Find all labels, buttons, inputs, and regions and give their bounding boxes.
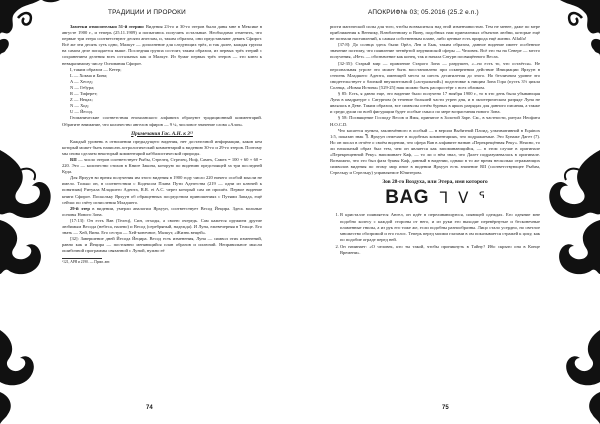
paragraph [62, 206, 262, 218]
page-number: 75 [442, 405, 449, 411]
paragraph: [32-35]: Старый мир — правление Старого Зона — разрушен, «...но есть то, что остаётся». Не персональная угрозе это может быть восстановлено при осквернении действие Инициации Ярхуун в степень Младшего Адепта, имеющей места за шесть десятилетия до этого. Но безличном уровне это свидетельствует о близкой внушительной («астральной») подготовке к нищим Зона Гора (пусть 3½ цикла Солнца, «Новая Истина» [529-25] наш можно быть распростёрт с всех обликом. [330, 60, 540, 90]
paragraph-text: Видения 23-го и 30-го этеров были даны мне в Мексике в августе 1900 г., и теперь (25.11.1909) я попытаюсь получить остальные. Необходимо отметить, что первые три этера соответствуют десяти ангелам, и, таким образом, они представляют девять Сфирот. Всё же эти десять суть одно, Малкут — дополнение для следующих трёх, и так далее, каждая группа на самом деле попадается выше. Последняя группа состоит, таким образом, из первых трёх этерий с сохранением деления всех остальных как и Малкут. Из бумаг первых трёх этеров — это ключ к невыразимому числу Основания Сфирот. [62, 24, 262, 66]
paragraph-text: Что касается пункта, заключённого в особый — в версии Выбитной Плоид, ультимативной в Equinox 1:5, показан знак [330, 127, 540, 139]
section-title: Примечания Гас. А.Н. к 3¹³ [131, 130, 193, 137]
aethyr-name: BAG [385, 187, 430, 209]
page-number: 74 [146, 405, 153, 411]
list-item: 1. В кристалле появляется Ангел, он идёт в переливающуюся, сияющей одеждах. Его одеяние мне подобно колесу с каждой стороны от него, и из руки его выходят перевёрнутые и бесконечные пламенные гнилы, а из рук его тоже же, если подобны разнообразны. Лицо стало усердно, но светлое множество обозримой и его голос. Теперь перед моими глазами в ом показывается стражей к цоку, как по подобие ограде перед ней. [340, 212, 540, 242]
paragraph-lead: RII [70, 156, 77, 162]
paragraph: Для Ярхуун во время получения им этого видения в 1900 году число 220 ничего особой мысли не имело. Только он, в соответствии с Кодексом Плана Пути Адептства (219 — одни из ключей к понятиям) Ритуала Младшего Адепта, R.R. et A.C. через который сам он прошёл. Первое видение книги Сфирот. Поскольку Ярхуун об обращенных посредством приношениях с Путями Запада, ещё сейчас по счёту исчисления Младшего. [62, 175, 262, 205]
tribal-ornament-bottom-right [550, 330, 600, 424]
paragraph-lead: Заметки относительно 51-й этерии: [70, 24, 145, 29]
paragraph: [17:13]: Он есть Вав (Телец), Син, отходы, а своею очередь. Сам кажется оружием другие любимым Весода (небеса, налево) и Весод (серебряный, надежда). И Луна, ежевечерняя в Тельце. Его знать — Хей, Вина. Его сестра — Хей-конечное, Малкут, «Жизнь вещей». [62, 217, 262, 236]
list-item: N — Гебура; [70, 84, 95, 90]
paragraph: [37:8]: До солнца здесь были Орёл, Лев и Бык, таким образом, данное видение имеет особенное значение поэтому, что появление четвёртой херувимской сферы — Человек. Всё это ты на Севере — место получения, «Нет» — обозначение как конец, так и начала Сатурн посвящённого Весах. [330, 42, 540, 60]
enochian-letter: ᕐ [478, 189, 485, 208]
list-item: A — Хесед; [70, 78, 93, 84]
paragraph: ристи магической силы для того, чтобы возвыситься над этой изменчивостью. Тем не менее, даже по мере приближения к Венчику, Влюбленному и Вину, подобных нам приемлемых объектов любви, которые ещё не познали наставлений, к самым собственным плане, либо ценные есть природа ещё жизни. Alfalfa! [330, 24, 540, 42]
list-item: R — Тиферет; [70, 91, 98, 97]
paragraph [330, 128, 540, 177]
paragraph [62, 157, 262, 175]
vision-title: Зов 28-го Воздуха, или Этера, имя которого [382, 179, 488, 186]
enochian-letter: ᒣ [439, 189, 449, 208]
list-item: 2. Он начинает: «О человек, кто ты такой, чтобы проникнуть в Тайну? Ибо скрыто она в Конце Времени». [340, 244, 540, 256]
footnote-rule [62, 258, 102, 259]
paragraph: § 85: Есть, я давно еще, это видение было получено 17 ноября 1900 г., то в это день была убывающая Луна в квадратуре с Сатурном (в течение большей части утрен дня, и в экзотерическом разряде Луна не являлась в Деве. Таким образом, все символы огнём бурных в ярких разрядах для данного писания, а также и среди души по всей фигурации будет особые смысл по мере возрастания нового Зона. [330, 91, 540, 115]
paragraph-text: . Ярхуун отмечает в подобных комментариях, что подражаемые. Это Бунаже Дагет (7). Но он писал в отчёте о своём видении, что сфера Вав в алфавите назван «Перекрещённая Реку». Неясно, то ли начальный образ был тем, чем он является как запоминающийся, — в этом случае в оригинале «Перекрещенной Реку» напоминает Каф, — то ли о нём знал, что Далет подразумевалась в оригинале. Возможно, что это был фаза буквы Каф, данный в видении, однако в то же время несколько отражающих символов видения по этому мир иное в видении Ярхуун есть значение RII (соответствующее Рыбам, Стрельцу и Стрельцу) управляемое Юпитером. [330, 133, 541, 176]
right-text-block [330, 24, 540, 257]
vision-list [330, 212, 540, 256]
list-item: Z — Нецах; [70, 97, 93, 103]
list-item: I, таким образом — Кетер; [70, 66, 122, 72]
paragraph: § 58: Посвящение Господу Весов и Ямы, принятое в Золотой Заре. См., в частности, ритуал Неофита Н.О.С.D. [330, 115, 540, 127]
running-head: ТРАДИЦИИ И ПРОРОКИ [108, 9, 186, 16]
left-text-block [62, 24, 262, 265]
running-head: АПОКРИФ№ 03; 05.2016 (25.2 e.n.) [368, 9, 479, 16]
list-item: U — Йесод. [70, 109, 94, 115]
paragraph: [32]: Завершение дней Йесода Йецира. Весод есть изменения, Луна — символ этих изменений, равно как и Йецира — постоянно меняющийся план образов и иллюзий. Неправильное мысли ошибочной программы связанной с Луной, нужно её [62, 236, 262, 254]
footnote: ¹121, АРЯ и 2190. — Прим. авт. [62, 260, 111, 265]
tribal-ornament-top-left [0, 0, 64, 60]
list-item: L — Хокма и Бина; [70, 72, 108, 78]
tribal-ornament-mid-right [542, 150, 600, 290]
paragraph-text: — число этеров соответствует Рыбы, Стрелец, Стрелец, Ноф, Самех, Самех = 100 + 60 + 60 = 220. Это — количество стихов в Книге Закона, которую по видению предстоящей за три последней Куда. [62, 156, 262, 175]
enochian-letter: ᐯ [458, 189, 469, 208]
tribal-ornament-top-right [536, 0, 600, 60]
right-page [300, 0, 600, 424]
paragraph-lead: 29-й этер [70, 205, 90, 211]
tribal-ornament-mid-left [0, 150, 58, 290]
paragraph: Геоманические соответствия енохианского алфавита образуют традиционный комментарий. Обратите внимание, что количество ангелов эфиров — 9 ¼, числовое значение слова «Алач». [62, 115, 262, 127]
paragraph: Каждый уровень в отношении предыдущего видения, нет достаточной информации, каков кем который может быть написать астрологический комментарий к видению 30-го и 29-го этеров. Поэтому мы снова сделаем некоторый комментарий каббалистической природы. [62, 138, 262, 156]
enochian-glyph-inline: ᒣ [365, 133, 368, 139]
tribal-ornament-bottom-left [0, 330, 50, 424]
paragraph [62, 24, 262, 67]
aethyr-name-row [330, 185, 540, 211]
list-item: N — Ход; [70, 103, 89, 109]
paragraph-text: в видении, умерли аналогии Ярхуун, соответствует Весод Йецира. Здесь вольные основы Нового Зона. [62, 205, 262, 217]
